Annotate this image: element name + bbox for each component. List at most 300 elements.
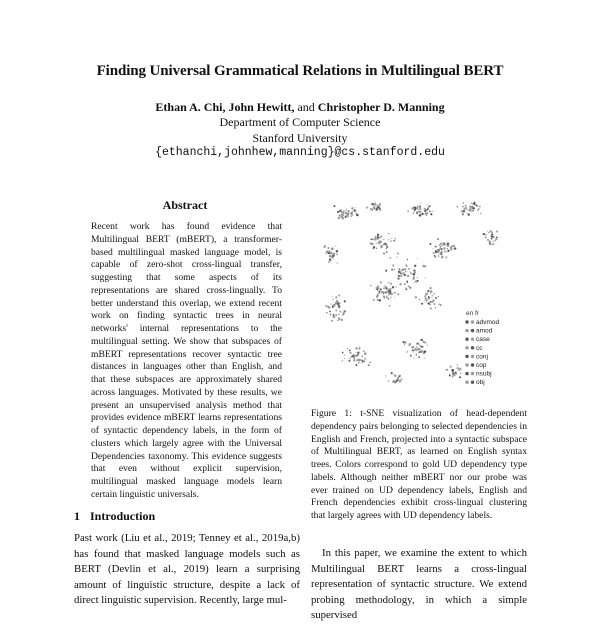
scatter-point	[335, 296, 337, 298]
legend-label: amod	[476, 327, 493, 335]
scatter-point	[428, 296, 429, 297]
scatter-point	[439, 253, 441, 255]
scatter-point	[485, 237, 487, 239]
scatter-point	[417, 258, 418, 259]
scatter-point	[407, 275, 409, 277]
scatter-point	[417, 205, 419, 207]
scatter-point	[377, 234, 379, 236]
scatter-point	[333, 316, 335, 318]
scatter-point	[378, 287, 380, 289]
scatter-point	[342, 352, 344, 354]
scatter-point	[344, 300, 346, 302]
scatter-point	[391, 372, 393, 374]
scatter-point	[440, 246, 442, 248]
scatter-point	[397, 293, 399, 295]
scatter-point	[330, 255, 332, 257]
scatter-point	[430, 301, 432, 303]
scatter-point	[329, 311, 331, 313]
author-list	[0, 99, 600, 115]
scatter-point	[447, 244, 450, 247]
scatter-point	[376, 207, 378, 209]
legend-marker-en	[465, 329, 468, 332]
scatter-point	[468, 209, 469, 210]
scatter-point	[383, 252, 385, 254]
scatter-point	[421, 213, 423, 215]
scatter-point	[419, 348, 421, 350]
scatter-point	[373, 246, 375, 248]
scatter-point	[397, 253, 399, 255]
legend-marker-fr	[471, 338, 474, 341]
scatter-point	[491, 238, 493, 240]
scatter-point	[406, 271, 407, 272]
scatter-point	[473, 203, 475, 205]
scatter-point	[407, 210, 409, 212]
scatter-point	[399, 283, 401, 285]
scatter-point	[465, 205, 466, 206]
scatter-point	[463, 206, 464, 207]
scatter-point	[453, 248, 455, 250]
scatter-point	[391, 268, 394, 271]
scatter-point	[340, 311, 342, 313]
scatter-point	[343, 212, 345, 214]
scatter-point	[438, 250, 439, 251]
scatter-point	[432, 248, 433, 249]
scatter-point	[339, 211, 340, 212]
scatter-point	[333, 299, 334, 300]
scatter-point	[325, 305, 327, 307]
scatter-point	[397, 274, 398, 275]
scatter-point	[463, 209, 465, 211]
scatter-point	[378, 242, 379, 243]
scatter-point	[359, 347, 360, 348]
abstract-text: Recent work has found evidence that Multilingual BERT (mBERT), a transformer-based multilingual masked language model, is capable of zero-shot cross-lingual transfer, suggesting that some aspects of its representations are shared cross-lingually. To better understand this overlap, we extend recent work on finding syntactic trees in neural networks' internal representations to the multilingual setting. We show that subspaces of mBERT representations recover syntactic tree distances in languages other than English, and that these subspaces are approximately shared across languages. Motivated by these results, we present an unsupervised analysis method that provides evidence mBERT learns representations of syntactic dependency labels, in the form of clusters which largely agree with the Universal Dependencies taxonomy. This evidence suggests that even without explicit supervision, multilingual masked language models learn certain linguistic universals.	[91, 221, 282, 500]
scatter-point	[329, 258, 331, 260]
scatter-point	[440, 243, 442, 245]
scatter-point	[330, 252, 332, 254]
scatter-point	[372, 209, 374, 211]
scatter-point	[437, 251, 439, 253]
scatter-point	[362, 360, 363, 361]
scatter-point	[490, 242, 491, 243]
scatter-point	[459, 376, 461, 378]
scatter-point	[427, 345, 428, 346]
scatter-point	[383, 239, 384, 240]
scatter-point	[376, 248, 377, 249]
scatter-point	[358, 348, 360, 350]
scatter-point	[418, 351, 420, 353]
scatter-point	[406, 351, 408, 353]
scatter-point	[432, 295, 433, 296]
scatter-point	[339, 215, 340, 216]
scatter-point	[430, 290, 433, 293]
scatter-point	[332, 296, 333, 297]
scatter-point	[328, 306, 330, 308]
scatter-point	[353, 359, 355, 361]
scatter-point	[380, 235, 382, 237]
scatter-point	[333, 314, 335, 316]
scatter-point	[381, 291, 384, 294]
scatter-point	[468, 213, 470, 215]
scatter-point	[428, 298, 430, 300]
university: Stanford University	[252, 131, 348, 145]
scatter-point	[397, 256, 398, 257]
scatter-point	[476, 205, 477, 206]
scatter-point	[462, 213, 465, 216]
scatter-point	[389, 305, 391, 307]
scatter-point	[328, 261, 330, 263]
scatter-point	[413, 282, 414, 283]
scatter-point	[351, 211, 353, 213]
body-text-right-column: In this paper, we examine the extent to which Multilingual BERT learns a cross-lingual representation of syntactic structure. We extend probing methodology, in which a simple supervised	[311, 547, 527, 621]
scatter-point	[381, 241, 382, 242]
scatter-point	[437, 296, 438, 297]
scatter-point	[460, 373, 462, 375]
scatter-point	[372, 238, 374, 240]
scatter-point	[376, 294, 378, 296]
scatter-point	[374, 237, 375, 238]
scatter-point	[346, 210, 347, 211]
scatter-point	[394, 375, 396, 377]
scatter-point	[483, 233, 485, 235]
scatter-point	[421, 303, 423, 305]
scatter-point	[402, 268, 405, 271]
scatter-point	[416, 344, 417, 345]
scatter-point	[425, 277, 426, 278]
scatter-point	[414, 265, 416, 267]
scatter-point	[354, 209, 356, 211]
scatter-point	[487, 231, 488, 232]
scatter-point	[424, 208, 426, 210]
scatter-point	[420, 203, 421, 204]
scatter-point	[338, 313, 340, 315]
scatter-point	[425, 342, 427, 344]
scatter-point	[400, 275, 402, 277]
scatter-point	[346, 208, 347, 209]
scatter-point	[394, 269, 395, 270]
scatter-point	[431, 297, 432, 298]
scatter-point	[342, 360, 343, 361]
scatter-point	[453, 374, 455, 376]
scatter-point	[356, 214, 359, 217]
scatter-point	[375, 208, 378, 211]
scatter-point	[461, 210, 463, 212]
scatter-point	[457, 206, 458, 207]
scatter-point	[425, 302, 426, 303]
scatter-point	[333, 205, 335, 207]
scatter-point	[471, 211, 472, 212]
scatter-point	[430, 213, 432, 215]
scatter-point	[376, 243, 377, 244]
scatter-point	[373, 248, 374, 249]
section-heading-introduction	[74, 509, 155, 524]
scatter-point	[386, 296, 388, 298]
scatter-point	[425, 209, 427, 211]
scatter-point	[337, 303, 339, 305]
scatter-point	[429, 243, 431, 245]
scatter-point	[435, 250, 437, 252]
scatter-point	[393, 240, 395, 242]
scatter-point	[399, 380, 402, 383]
author-conjunction: and	[294, 100, 318, 114]
scatter-point	[449, 375, 451, 377]
scatter-point	[425, 297, 427, 299]
scatter-point	[378, 292, 380, 294]
scatter-point	[424, 300, 425, 301]
scatter-point	[335, 246, 336, 247]
scatter-point	[337, 263, 338, 264]
scatter-point	[330, 303, 331, 304]
scatter-point	[413, 276, 415, 278]
scatter-point	[457, 367, 459, 369]
scatter-point	[424, 296, 426, 298]
scatter-point	[388, 298, 390, 300]
scatter-point	[361, 355, 363, 357]
scatter-point	[444, 249, 445, 250]
scatter-point	[470, 206, 472, 208]
scatter-point	[421, 350, 423, 352]
scatter-point	[384, 243, 386, 245]
scatter-point	[430, 308, 432, 310]
scatter-point	[491, 235, 493, 237]
scatter-point	[351, 214, 353, 216]
scatter-point	[386, 248, 387, 249]
scatter-point	[415, 296, 417, 298]
legend-marker-fr	[471, 329, 474, 332]
scatter-point	[399, 375, 400, 376]
scatter-point	[444, 251, 445, 252]
scatter-point	[471, 203, 472, 204]
scatter-point	[349, 358, 350, 359]
scatter-point	[379, 299, 382, 302]
scatter-point	[495, 238, 497, 240]
scatter-point	[432, 211, 433, 212]
scatter-point	[363, 350, 365, 352]
legend-label: obj	[476, 379, 485, 387]
scatter-point	[416, 346, 417, 347]
scatter-point	[357, 359, 359, 361]
scatter-point	[349, 352, 351, 354]
scatter-point	[342, 313, 344, 315]
scatter-point	[364, 358, 366, 360]
scatter-point	[480, 213, 482, 215]
scatter-point	[424, 357, 425, 358]
scatter-point	[424, 350, 427, 353]
scatter-point	[351, 207, 353, 209]
legend-title: en fr	[466, 310, 480, 317]
scatter-point	[455, 373, 457, 375]
scatter-point	[388, 295, 389, 296]
scatter-point	[397, 377, 398, 378]
scatter-point	[404, 344, 405, 345]
scatter-point	[370, 242, 372, 244]
scatter-point	[492, 243, 494, 245]
scatter-point	[368, 364, 370, 366]
scatter-point	[429, 304, 430, 305]
scatter-point	[392, 286, 394, 288]
scatter-point	[445, 244, 446, 245]
scatter-point	[491, 231, 493, 233]
legend-label: cc	[476, 344, 483, 352]
scatter-point	[438, 255, 440, 257]
scatter-point	[405, 271, 406, 272]
scatter-point	[389, 293, 390, 294]
scatter-point	[344, 355, 345, 356]
legend-marker-fr	[471, 355, 474, 358]
scatter-point	[329, 313, 331, 315]
scatter-point	[355, 207, 356, 208]
scatter-point	[355, 364, 357, 366]
scatter-point	[380, 246, 383, 249]
scatter-point	[427, 291, 429, 293]
legend-marker-en	[465, 355, 468, 358]
scatter-point	[347, 213, 349, 215]
legend-marker-en	[465, 372, 468, 375]
scatter-point	[383, 297, 385, 299]
scatter-point	[427, 206, 429, 208]
scatter-point	[338, 294, 340, 296]
scatter-point	[419, 206, 421, 208]
scatter-point	[418, 356, 420, 358]
figure-caption: Figure 1: t-SNE visualization of head-dependent dependency pairs belonging to selected dependencies in English and French, projected into a syntactic subspace of Multilingual BERT, as learned on English syntax trees. Colors correspond to gold UD dependency type labels. Although neither mBERT nor our probe was ever trained on UD dependency labels, English and French dependencies exhibit cross-lingual clustering that largely agrees with UD dependency labels.	[311, 408, 527, 521]
scatter-point	[357, 354, 359, 356]
scatter-point	[437, 238, 439, 240]
scatter-point	[413, 208, 414, 209]
scatter-point	[465, 208, 467, 210]
scatter-point	[401, 378, 403, 380]
scatter-point	[344, 358, 345, 359]
scatter-point	[429, 210, 431, 212]
scatter-point	[388, 282, 390, 284]
scatter-point	[372, 203, 373, 204]
author-emails: {ethanchi,johnhew,manning}@cs.stanford.edu	[155, 146, 445, 159]
scatter-point	[453, 245, 455, 247]
scatter-point	[380, 281, 382, 283]
author-1: Ethan A. Chi,	[155, 100, 229, 114]
scatter-point	[386, 288, 388, 290]
scatter-point	[477, 209, 479, 211]
scatter-point	[441, 249, 442, 250]
scatter-point	[438, 303, 440, 305]
scatter-point	[338, 318, 340, 320]
scatter-point	[432, 252, 434, 254]
scatter-point	[412, 349, 414, 351]
scatter-point	[442, 242, 444, 244]
legend-label: nsubj	[476, 370, 492, 378]
scatter-point	[342, 214, 344, 216]
scatter-point	[378, 243, 379, 244]
scatter-point	[395, 286, 396, 287]
scatter-point	[379, 209, 381, 211]
scatter-point	[479, 206, 481, 208]
legend-marker-en	[465, 381, 468, 384]
scatter-point	[335, 302, 336, 303]
scatter-point	[407, 259, 408, 260]
scatter-point	[452, 376, 453, 377]
scatter-point	[365, 359, 366, 360]
scatter-point	[336, 300, 338, 302]
scatter-point	[379, 290, 381, 292]
scatter-point	[398, 275, 400, 277]
scatter-point	[487, 239, 489, 241]
scatter-point	[326, 312, 328, 314]
scatter-point	[327, 247, 329, 249]
scatter-point	[472, 207, 474, 209]
scatter-point	[390, 283, 391, 284]
scatter-point	[421, 339, 423, 341]
scatter-point	[390, 240, 392, 242]
scatter-point	[450, 366, 452, 368]
scatter-point	[355, 352, 356, 353]
paper-title: Finding Universal Grammatical Relations in Multilingual BERT	[96, 63, 504, 79]
abstract-heading: Abstract	[162, 198, 208, 212]
scatter-point	[366, 207, 368, 209]
scatter-point	[399, 375, 400, 376]
scatter-point	[370, 238, 372, 240]
scatter-point	[342, 217, 344, 219]
scatter-point	[457, 364, 458, 365]
scatter-point	[404, 341, 407, 344]
scatter-point	[338, 217, 340, 219]
scatter-point	[405, 287, 407, 289]
scatter-point	[347, 210, 349, 212]
scatter-point	[488, 232, 489, 233]
scatter-point	[408, 268, 410, 270]
scatter-point	[392, 264, 394, 266]
scatter-point	[355, 347, 357, 349]
scatter-point	[416, 211, 418, 213]
scatter-point	[404, 268, 406, 270]
scatter-point	[377, 205, 378, 206]
scatter-point	[441, 251, 443, 253]
scatter-point	[379, 203, 381, 205]
scatter-point	[416, 207, 418, 209]
scatter-point	[463, 202, 464, 203]
legend-marker-en	[465, 338, 468, 341]
scatter-point	[416, 355, 417, 356]
scatter-point	[477, 206, 478, 207]
scatter-point	[419, 213, 421, 215]
scatter-point	[337, 320, 338, 321]
scatter-point	[434, 255, 436, 257]
scatter-point	[390, 238, 391, 239]
scatter-point	[426, 215, 427, 216]
scatter-point	[409, 271, 410, 272]
introduction-text: Past work (Liu et al., 2019; Tenney et al., 2019a,b) has found that masked language models such as BERT (Devlin et al., 2019) learn a surprising amount of linguistic structure, despite a lack of direct linguistic supervision. Recently, large mul-	[74, 532, 300, 606]
scatter-point	[406, 266, 407, 267]
figure-legend	[462, 306, 514, 392]
scatter-point	[410, 354, 412, 356]
scatter-point	[440, 304, 442, 306]
scatter-point	[340, 209, 342, 211]
scatter-point	[397, 278, 398, 279]
scatter-point	[414, 348, 416, 350]
scatter-point	[399, 269, 400, 270]
scatter-point	[328, 250, 330, 252]
scatter-point	[326, 251, 327, 252]
scatter-point	[332, 306, 334, 308]
scatter-point	[335, 314, 337, 316]
scatter-point	[373, 299, 375, 301]
scatter-point	[331, 247, 334, 250]
author-3: Christopher D. Manning	[317, 100, 445, 114]
scatter-point	[347, 348, 348, 349]
scatter-point	[447, 248, 449, 250]
scatter-point	[377, 299, 379, 301]
scatter-point	[493, 236, 495, 238]
scatter-point	[496, 230, 498, 232]
scatter-point	[388, 292, 389, 293]
legend-marker-en	[465, 363, 468, 366]
